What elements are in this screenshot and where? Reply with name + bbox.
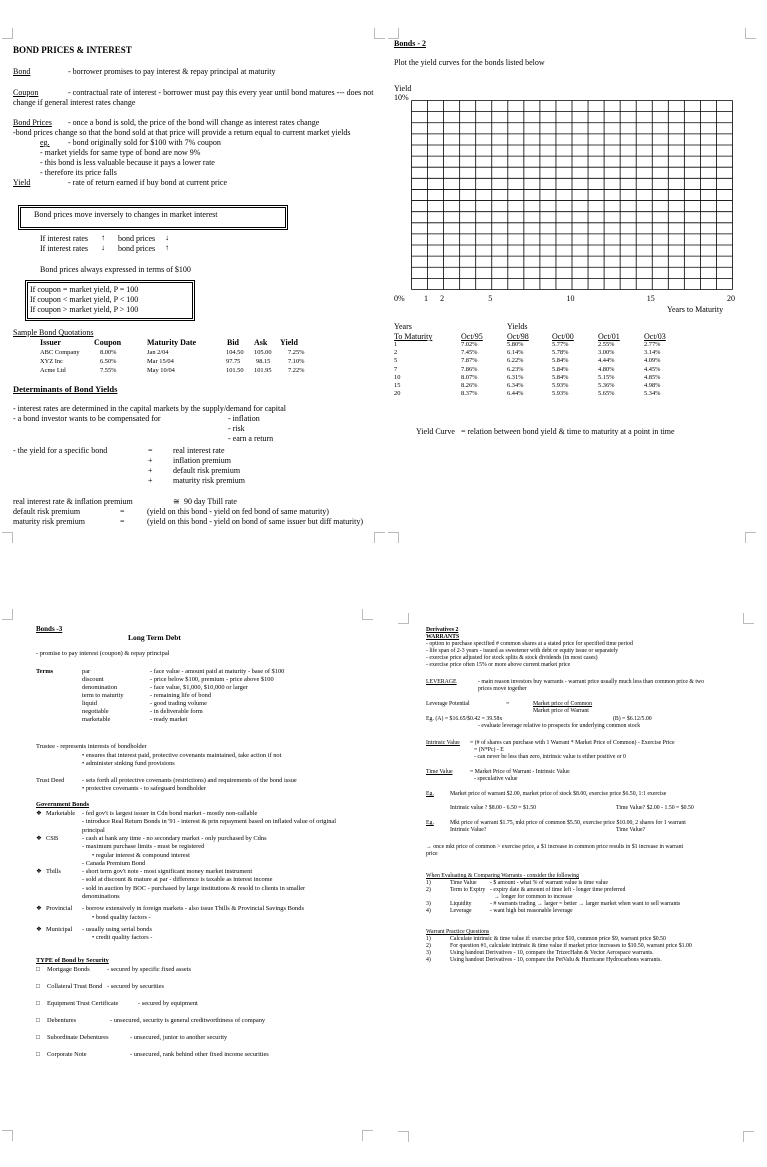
quote-cell: Jan 2/04: [147, 349, 169, 356]
yield-cell: 4.45%: [644, 365, 661, 373]
component-item: real interest rate: [173, 446, 225, 455]
bond-type-name: Mortgage Bonds: [47, 966, 90, 973]
yield-cell: 8.26%: [461, 382, 478, 389]
quote-cell: 105.00: [254, 349, 272, 356]
down-arrow-icon-2: ↓: [101, 243, 105, 252]
crop-mark: [374, 532, 385, 543]
bond-type-definition: - secured by specific fixed assets: [107, 966, 191, 973]
crop-mark: [745, 28, 756, 39]
checkbox-bullet-icon: □: [36, 1017, 40, 1024]
factor-detail: - want high but reasonable leverage: [490, 908, 573, 914]
definition-row-op: =: [120, 507, 125, 516]
factor-name: Time Value: [450, 880, 477, 886]
factor-number: 4): [426, 908, 431, 914]
y-axis-label: Yield: [394, 84, 412, 93]
gov-bond-type: Provincial: [46, 905, 73, 913]
factor-detail: → longer for common to increase: [494, 894, 573, 900]
gov-bond-detail: - short term gov't note - most significant money market instrument: [82, 868, 253, 876]
warrant-line-1: - option to purchase specified # common shares at a stated price for specified time period: [426, 641, 633, 647]
inverse-box-text: Bond prices move inversely to changes in market interest: [34, 210, 218, 219]
leverage-evaluate: - evaluate leverage relative to prospects for underlying common stock: [478, 723, 641, 729]
leverage-example-a: Eg. (A) = $16.65/$0.42 = 39.58x: [426, 716, 503, 722]
warrants-title: WARRANTS: [426, 634, 460, 640]
practice-number: 3): [426, 950, 431, 956]
bond-type-definition: - unsecured, security is general creditworthiness of company: [110, 1017, 266, 1024]
plus-sign: +: [148, 456, 153, 465]
example-1-time: Time Value? $2.00 - 1.50 = $0.50: [616, 805, 694, 811]
definition-row-label: real interest rate & inflation premium: [13, 497, 133, 506]
page3-title: Bonds -3: [36, 625, 63, 633]
terms-label: Terms: [36, 668, 54, 675]
x-axis-tick: 10: [566, 294, 575, 303]
diamond-bullet-icon: ❖: [36, 905, 42, 913]
leverage-denominator: Market price of Warrant: [533, 708, 589, 714]
gov-bond-type: Municipal: [46, 925, 73, 933]
year-cell: 20: [394, 390, 401, 398]
bond-type-name: Debentures: [47, 1017, 77, 1024]
leverage-potential: Leverage Potential: [426, 701, 470, 707]
bond-type-name: Corporate Note: [47, 1051, 87, 1058]
factor-detail: - # warrants trading → larger = better → larger market when want to sell warrants: [490, 901, 681, 907]
quote-header: Maturity Date: [147, 338, 197, 347]
page-derivatives-2: [388, 583, 767, 1167]
factor-number: 3): [426, 901, 431, 907]
gov-bond-detail: - sold in auction by BOC - purchased by large institutions & resold to clients in smaller: [82, 884, 306, 892]
warrant-line-2: - life span of 2-3 years - issued as sweetener with debt or equity issue or separately: [426, 648, 619, 654]
definition-row-value: (yield on this bond - yield on fed bond of same maturity): [147, 507, 329, 516]
definition-row-value: 90 day Tbill rate: [184, 497, 237, 506]
page3-subtitle: Long Term Debt: [128, 633, 181, 642]
page4-title: Derivatives 2: [426, 627, 459, 633]
yield-cell: 4.44%: [598, 357, 615, 365]
yield-cell: 5.84%: [552, 357, 569, 365]
x-axis-tick: 20: [727, 294, 735, 303]
yield-cell: 5.77%: [552, 341, 569, 348]
example-1-label: Eg.: [426, 791, 434, 797]
bond-type-definition: - unsecured, rank behind other fixed income securities: [130, 1051, 269, 1058]
page-bonds-3: [0, 583, 388, 1167]
gov-bond-detail: - introduce Real Return Bonds in '91 - interest & prin repayment based on inflated value of original: [82, 818, 337, 826]
leverage-term: LEVERAGE: [426, 679, 457, 685]
example-1-intrinsic: Intrinsic value ? $8.00 - 6.50 = $1.50: [450, 805, 537, 811]
crop-mark: [2, 532, 13, 543]
page2-title: Bonds - 2: [394, 39, 427, 48]
gov-bond-type: Tbills: [46, 868, 61, 876]
leverage-numerator: Market price of Common: [533, 701, 593, 707]
x-axis-tick: 1: [424, 294, 429, 303]
practice-question: Calculate intrinsic & time value if: exercise price $10, common price $9, warrant price $0.50: [450, 936, 666, 942]
coupon-definition-2: change if general interest rates change: [13, 98, 136, 107]
quote-cell: XYZ Inc: [40, 358, 63, 365]
yield-cell: 5.84%: [552, 365, 569, 373]
coupon-term: Coupon: [13, 88, 39, 97]
checkbox-bullet-icon: □: [36, 983, 40, 990]
eg-line-3: - this bond is less valuable because it pays a lower rate: [40, 158, 215, 167]
factor-number: 2): [426, 887, 431, 893]
yield-definition: - rate of return earned if buy bond at current price: [68, 178, 228, 187]
yield-cell: 5.78%: [552, 349, 569, 357]
crop-mark: [398, 613, 409, 624]
quote-cell: 6.50%: [100, 358, 117, 365]
once-note: → once mkt price of common > exercise price, a $1 increase in common price results in $1 increase in warrant: [426, 844, 684, 850]
yield-column-header: Oct/95: [461, 332, 483, 341]
page3-intro: - promise to pay interest (coupon) & repay principal: [36, 650, 170, 657]
practice-question: Using handout Derivatives - 10, compare the TrizecHahn & Vector Aerospace warrants.: [450, 950, 654, 956]
term-definition: - in deliverable form: [150, 708, 203, 715]
gov-bond-type: CSB: [46, 834, 59, 842]
yield-cell: 7.86%: [461, 365, 478, 373]
example-1: Market price of warrant $2.00, market price of stock $8.00, exercise price $6.50, 1:1 exercise: [450, 791, 667, 797]
quote-cell: 7.25%: [288, 349, 305, 356]
factor-name: Liquidity: [450, 901, 472, 907]
quote-header: Issuer: [40, 338, 61, 347]
leverage-example-b: (B) = $6.12/5.00: [613, 716, 652, 722]
bond-type-definition: - unsecured, junior to another security: [130, 1034, 228, 1041]
time-value-def: = Market Price of Warrant - Intrinsic Value: [470, 769, 570, 775]
compensation-2: - risk: [228, 424, 245, 433]
term-definition: - ready market: [150, 716, 188, 723]
gov-bond-detail: • bond quality factors -: [92, 913, 151, 921]
page-bond-prices: [0, 0, 388, 583]
component-item: maturity risk premium: [173, 476, 245, 485]
intrinsic-value-def: = (# of shares can purchase with 1 Warrant * Market Price of Common) - Exercise Price: [470, 740, 675, 746]
crop-mark: [2, 609, 13, 620]
leverage-definition: - main reason investors buy warrants - warrant price usually much less than common price & two: [478, 679, 705, 685]
term-name: denomination: [82, 684, 118, 691]
yield-curve-label: Yield Curve: [416, 427, 455, 436]
eg-label: eg.: [40, 138, 50, 147]
practice-title: Warrant Practice Questions: [426, 929, 490, 935]
diamond-bullet-icon: ❖: [36, 810, 42, 817]
diamond-bullet-icon: ❖: [36, 834, 42, 842]
term-definition: - remaining life of bond: [150, 692, 212, 699]
practice-question: Using handout Derivatives - 10, compare the PetVaIu & Hurricane Hydrocarbons warrants.: [450, 957, 662, 963]
y-axis-zero: 0%: [394, 294, 405, 303]
bond-type-name: Equipment Trust Certificate: [47, 1000, 119, 1007]
if-rates-up: If interest rates: [40, 234, 88, 243]
diamond-bullet-icon: ❖: [36, 868, 42, 876]
year-cell: 2: [394, 349, 398, 357]
bond-prices-line-2: -bond prices change so that the bond sold at that price will provide a return equal to current market yields: [13, 128, 351, 137]
quote-cell: 101.95: [254, 367, 272, 374]
coupon-box-line-3: If coupon > market yield, P > 100: [30, 305, 139, 314]
gov-bond-detail: • credit quality factors -: [92, 934, 153, 942]
gov-bond-detail: - cash at bank any time - no secondary market - only purchased by Cdns: [82, 834, 267, 842]
yield-cell: 5.80%: [507, 341, 524, 348]
example-2: Mkt price of warrant $1.75, mkt price of common $5.50, exercise price $10.00, 2 shares for 1 warrant: [450, 820, 686, 826]
yield-curve-grid[interactable]: [411, 100, 733, 290]
quote-header: Yield: [280, 338, 298, 347]
yield-cell: 3.00%: [598, 349, 615, 357]
yield-term: Yield: [13, 178, 31, 187]
yield-cell: 6.14%: [507, 349, 524, 357]
warrant-line-3: - exercise price adjusted for stock splits & stock dividends (in most cases): [426, 655, 598, 661]
bond-type-definition: - secured by securities: [107, 983, 164, 990]
intrinsic-value-def-3: - can never be less than zero, intrinsic value is either positive or 0: [474, 754, 626, 760]
compensation-1: - inflation: [228, 414, 260, 423]
term-definition: - good trading volume: [150, 700, 207, 707]
yield-specific: - the yield for a specific bond: [13, 446, 108, 455]
yield-cell: 2.55%: [598, 341, 615, 348]
page-bonds-2: [388, 0, 767, 583]
quote-header: Ask: [254, 338, 268, 347]
term-definition: - face value - amount paid at maturity - base of $100: [150, 668, 285, 675]
checkbox-bullet-icon: □: [36, 1000, 40, 1007]
leverage-equals: =: [506, 701, 510, 707]
yield-cell: 6.44%: [507, 390, 524, 398]
sample-quotations-title: Sample Bond Quotations: [13, 328, 94, 337]
term-name: par: [82, 668, 91, 675]
bond-term: Bond: [13, 67, 31, 76]
crop-mark: [388, 532, 399, 543]
bond-prices-term: Bond Prices: [13, 118, 52, 127]
yield-column-header: Oct/00: [552, 332, 574, 341]
practice-number: 2): [426, 943, 431, 949]
checkbox-bullet-icon: □: [36, 966, 40, 973]
crop-mark: [362, 609, 373, 620]
yield-cell: 4.98%: [644, 382, 661, 389]
term-name: discount: [82, 676, 104, 683]
gov-bond-detail: principal: [82, 826, 105, 834]
quote-cell: 7.22%: [288, 367, 305, 374]
term-name: marketable: [82, 716, 111, 723]
gov-bond-detail: - Canada Premium Bond: [82, 859, 146, 867]
eg-line-2: - market yields for same type of bond are now 9%: [40, 148, 201, 157]
equals-sign: =: [148, 446, 153, 455]
practice-number: 4): [426, 957, 431, 963]
crop-mark: [2, 1130, 13, 1141]
if-rates-down: If interest rates: [40, 244, 88, 253]
gov-bond-detail: - maximum purchase limits - must be registered: [82, 843, 205, 851]
page1-title: BOND PRICES & INTEREST: [13, 45, 132, 55]
practice-number: 1): [426, 936, 431, 942]
coupon-definition: - contractual rate of interest - borrower must pay this every year until bond matures --- does not: [68, 88, 374, 97]
yield-cell: 3.14%: [644, 349, 661, 357]
factor-name: Leverage: [450, 908, 472, 914]
yield-column-header: Oct/03: [644, 332, 666, 341]
factor-detail: - $ amount - what % of warrant value is time value: [490, 880, 608, 886]
once-note-2: price: [426, 851, 438, 857]
yields-header: Yields: [507, 322, 528, 331]
checkbox-bullet-icon: □: [36, 1034, 40, 1041]
bond-definition: - borrower promises to pay interest & repay principal at maturity: [68, 67, 276, 76]
yield-column-header: Oct/98: [507, 332, 529, 341]
bond-type-definition: - secured by equipment: [138, 1000, 198, 1007]
yield-cell: 8.07%: [461, 373, 478, 381]
yield-cell: 8.37%: [461, 390, 478, 398]
quote-cell: 98.15: [256, 358, 271, 365]
crop-mark: [398, 1131, 409, 1142]
term-definition: - price below $100, premium - price above $100: [150, 676, 274, 683]
quote-cell: Acme Ltd: [40, 367, 66, 374]
crop-mark: [388, 28, 399, 39]
crop-mark: [743, 1131, 754, 1142]
yield-cell: 4.80%: [598, 365, 615, 373]
eg-line-1: - bond originally sold for $100 with 7% coupon: [68, 138, 221, 147]
yield-cell: 7.02%: [461, 341, 478, 348]
time-value-def-2: - speculative value: [474, 776, 518, 782]
yield-cell: 4.09%: [644, 357, 661, 365]
factor-detail: - expiry date & amount of time left - longer time preferred: [490, 887, 626, 893]
determinants-title: Determinants of Bond Yields: [13, 384, 118, 394]
practice-question: For question #1, calculate intrinsic & time value if market price increases to $10.50, warrant price $1.00: [450, 943, 692, 949]
bond-prices-up-label: bond prices: [118, 244, 156, 253]
plus-sign: +: [148, 466, 153, 475]
year-cell: 7: [394, 365, 398, 373]
crop-mark: [743, 613, 754, 624]
yield-cell: 5.36%: [598, 382, 615, 389]
down-arrow-icon: ↓: [165, 233, 169, 242]
gov-bond-type: Marketable: [46, 810, 76, 817]
compensation-3: - earn a return: [228, 434, 274, 443]
trustee: Trustee - represents interests of bondholder: [36, 743, 147, 750]
years-header-1: Years: [394, 322, 412, 331]
crop-mark: [374, 28, 385, 39]
quote-header: Bid: [227, 338, 240, 347]
quote-cell: 97.75: [226, 358, 241, 365]
warrant-line-4: - exercise price often 15% or more above current market price: [426, 662, 571, 668]
component-item: inflation premium: [173, 456, 231, 465]
year-cell: 15: [394, 382, 401, 389]
term-definition: - face value, $1,000, $10,000 or larger: [150, 684, 248, 691]
trustee-point-1: • ensures that interest paid, protective covenants maintained, take action if not: [82, 752, 282, 759]
term-name: liquid: [82, 700, 97, 707]
type-title: TYPE of Bond by Security: [36, 957, 109, 964]
quote-cell: 7.10%: [288, 358, 305, 365]
definition-row-op: =: [120, 517, 125, 526]
term-name: term to maturity: [82, 692, 124, 699]
quote-header: Coupon: [94, 338, 122, 347]
plus-sign: +: [148, 476, 153, 485]
yield-curve-definition: = relation between bond yield & time to maturity at a point in time: [461, 427, 675, 436]
year-cell: 5: [394, 357, 398, 365]
coupon-box-line-1: If coupon = market yield, P = 100: [30, 285, 139, 294]
year-cell: 10: [394, 373, 401, 381]
leverage-definition-2: prices move together: [478, 686, 527, 692]
yield-cell: 6.34%: [507, 382, 524, 389]
quote-cell: 8.00%: [100, 349, 117, 356]
yield-cell: 5.34%: [644, 390, 661, 398]
years-header-2: To Maturity: [394, 332, 433, 341]
grid-svg: [411, 100, 733, 290]
gov-bond-detail: denominations: [82, 893, 120, 900]
yield-cell: 5.84%: [552, 373, 569, 381]
up-arrow-icon-2: ↑: [165, 243, 169, 252]
diamond-bullet-icon: ❖: [36, 925, 42, 933]
factor-name: Term to Expiry: [450, 887, 486, 893]
yield-cell: 7.45%: [461, 349, 478, 357]
factor-number: 1): [426, 880, 431, 886]
x-axis-tick: 15: [646, 294, 655, 303]
crop-mark: [2, 28, 13, 39]
expressed-note: Bond prices always expressed in terms of $100: [40, 265, 191, 274]
quote-cell: ABC Company: [40, 349, 80, 356]
example-2-time: Time Value?: [616, 827, 646, 833]
x-axis-label: Years to Maturity: [667, 305, 724, 314]
up-arrow-icon: ↑: [101, 233, 105, 242]
bond-type-name: Collateral Trust Bond: [47, 983, 103, 990]
bond-type-name: Subordinate Debentures: [47, 1034, 109, 1041]
quote-cell: 101.50: [226, 367, 244, 374]
checkbox-bullet-icon: □: [36, 1051, 40, 1058]
example-2-intrinsic: Intrinsic Value?: [450, 827, 487, 833]
when-evaluating: When Evaluating & Comparing Warrants - consider the following: [426, 873, 580, 879]
intrinsic-value-term: Intrinsic Value: [426, 740, 460, 746]
trust-deed-term: Trust Deed: [36, 777, 65, 784]
bond-prices-definition: - once a bond is sold, the price of the bond will change as interest rates change: [68, 118, 320, 127]
gov-bonds-title: Government Bonds: [36, 801, 90, 808]
component-item: default risk premium: [173, 466, 241, 475]
quote-cell: Mar 15/04: [147, 358, 174, 365]
bond-prices-down-label: bond prices: [118, 234, 156, 243]
coupon-box-line-2: If coupon < market yield, P < 100: [30, 295, 139, 304]
yield-cell: 4.85%: [644, 373, 661, 381]
x-axis-tick: 2: [440, 294, 445, 303]
example-2-label: Eg.: [426, 820, 434, 826]
definition-row-value: (yield on this bond - yield on bond of same issuer but diff maturity): [147, 517, 364, 526]
gov-bond-detail: - fed gov't is largest issuer in Cdn bond market - mostly non-callable: [82, 810, 258, 817]
quote-cell: May 10/04: [147, 367, 175, 374]
yield-cell: 6.31%: [507, 373, 524, 381]
time-value-term: Time Value: [426, 769, 453, 775]
gov-bond-detail: - borrow extensively in foreign markets - also issue Tbills & Provincial Savings Bonds: [82, 905, 304, 913]
determinant-2: - a bond investor wants to be compensated for: [13, 414, 161, 423]
yield-cell: 5.93%: [552, 382, 569, 389]
quote-cell: 7.55%: [100, 367, 117, 374]
yield-cell: 5.93%: [552, 390, 569, 398]
trust-deed-sub: • protective covenants - to safeguard bondholder: [82, 785, 206, 792]
determinant-1: - interest rates are determined in the capital markets by the supply/demand for capital: [13, 404, 287, 413]
eg-line-4: - therefore its price falls: [40, 168, 117, 177]
yield-cell: 2.77%: [644, 341, 661, 348]
definition-row-label: maturity risk premium: [13, 517, 85, 526]
year-cell: 1: [394, 341, 398, 348]
yield-cell: 5.15%: [598, 373, 615, 381]
plot-instruction: Plot the yield curves for the bonds listed below: [394, 58, 545, 67]
gov-bond-detail: • regular interest & compound interest: [92, 851, 190, 859]
trustee-point-2: • administer sinking fund provisions: [82, 760, 175, 767]
crop-mark: [745, 532, 756, 543]
trust-deed-definition: - sets forth all protective covenants (restrictions) and requirements of the bond issue: [82, 777, 297, 784]
gov-bond-detail: - sold at discount & mature at par - difference is taxable as interest income: [82, 876, 273, 884]
gov-bond-detail: - usually using serial bonds: [82, 925, 152, 933]
y-axis-top: 10%: [394, 93, 409, 102]
intrinsic-value-def-2: = (N*Pc) - E: [474, 747, 504, 753]
yield-column-header: Oct/01: [598, 332, 620, 341]
yield-cell: 7.87%: [461, 357, 478, 365]
term-name: negotiable: [82, 708, 109, 715]
quote-cell: 104.50: [226, 349, 244, 356]
yield-cell: 5.65%: [598, 390, 615, 398]
yield-cell: 6.23%: [507, 365, 524, 373]
definition-row-op: ≅: [173, 497, 180, 506]
x-axis-tick: 5: [488, 294, 493, 303]
definition-row-label: default risk premium: [13, 507, 81, 516]
crop-mark: [362, 1130, 373, 1141]
yield-cell: 6.22%: [507, 357, 524, 365]
